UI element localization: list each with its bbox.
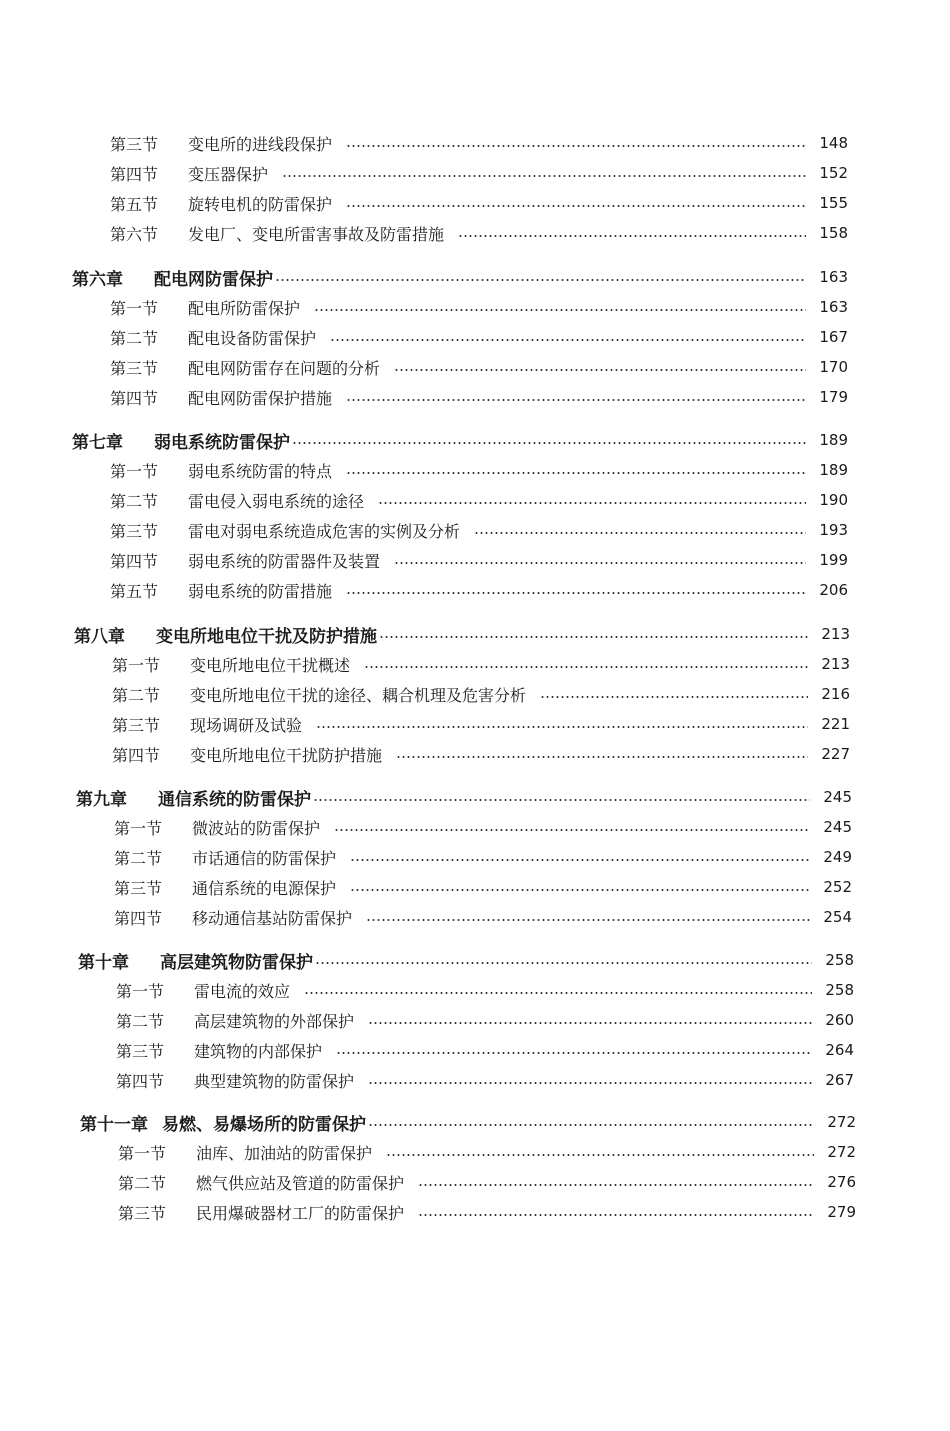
section-title: 变压器保护 bbox=[188, 164, 269, 184]
page-number: 258 bbox=[825, 951, 854, 969]
page-number: 170 bbox=[819, 358, 848, 376]
page-number: 193 bbox=[819, 521, 848, 539]
dot-leader bbox=[336, 1052, 812, 1054]
dot-leader bbox=[474, 532, 806, 534]
section-number: 第三节 bbox=[116, 1041, 165, 1061]
page-number: 260 bbox=[825, 1011, 854, 1029]
section-number: 第一节 bbox=[112, 655, 161, 675]
page-number: 279 bbox=[827, 1203, 856, 1221]
section-entry bbox=[110, 294, 848, 320]
dot-leader bbox=[540, 696, 808, 698]
dot-leader bbox=[386, 1154, 814, 1156]
dot-leader bbox=[346, 145, 806, 147]
section-number: 第四节 bbox=[110, 164, 159, 184]
section-entry bbox=[118, 1169, 856, 1195]
page-number: 199 bbox=[819, 551, 848, 569]
chapter-title: 通信系统的防雷保护 bbox=[158, 789, 311, 810]
section-entry bbox=[114, 814, 852, 840]
section-entry bbox=[110, 220, 848, 246]
dot-leader bbox=[378, 502, 806, 504]
dot-leader bbox=[346, 399, 806, 401]
section-entry bbox=[110, 547, 848, 573]
dot-leader bbox=[368, 1022, 812, 1024]
section-entry bbox=[110, 160, 848, 186]
section-title: 微波站的防雷保护 bbox=[192, 818, 321, 838]
section-title: 民用爆破器材工厂的防雷保护 bbox=[196, 1203, 405, 1223]
section-number: 第一节 bbox=[114, 818, 163, 838]
section-title: 现场调研及试验 bbox=[190, 715, 303, 735]
section-title: 市话通信的防雷保护 bbox=[192, 848, 337, 868]
page-number: 245 bbox=[823, 818, 852, 836]
section-entry bbox=[110, 190, 848, 216]
section-number: 第四节 bbox=[112, 745, 161, 765]
chapter-title: 配电网防雷保护 bbox=[154, 269, 273, 290]
section-number: 第三节 bbox=[118, 1203, 167, 1223]
page-number: 254 bbox=[823, 908, 852, 926]
section-entry bbox=[116, 1007, 854, 1033]
section-number: 第五节 bbox=[110, 581, 159, 601]
section-entry bbox=[116, 1067, 854, 1093]
chapter-entry bbox=[72, 264, 848, 290]
page-number: 216 bbox=[821, 685, 850, 703]
section-title: 通信系统的电源保护 bbox=[192, 878, 337, 898]
page-number: 189 bbox=[819, 431, 848, 449]
dot-leader bbox=[368, 1124, 814, 1126]
section-entry bbox=[112, 681, 850, 707]
section-title: 弱电系统的防雷器件及装置 bbox=[188, 551, 381, 571]
dot-leader bbox=[366, 919, 810, 921]
dot-leader bbox=[364, 666, 808, 668]
section-number: 第三节 bbox=[110, 358, 159, 378]
page-number: 206 bbox=[819, 581, 848, 599]
dot-leader bbox=[458, 235, 806, 237]
section-title: 配电所防雷保护 bbox=[188, 298, 301, 318]
dot-leader bbox=[275, 279, 806, 281]
chapter-title: 高层建筑物防雷保护 bbox=[160, 952, 313, 973]
section-entry bbox=[112, 711, 850, 737]
section-title: 旋转电机的防雷保护 bbox=[188, 194, 333, 214]
dot-leader bbox=[396, 756, 808, 758]
page-number: 272 bbox=[827, 1113, 856, 1131]
dot-leader bbox=[282, 175, 806, 177]
section-entry bbox=[110, 324, 848, 350]
section-entry bbox=[110, 457, 848, 483]
section-entry bbox=[112, 741, 850, 767]
section-title: 配电设备防雷保护 bbox=[188, 328, 317, 348]
section-entry bbox=[110, 384, 848, 410]
chapter-number: 第七章 bbox=[72, 432, 123, 453]
page-number: 213 bbox=[821, 655, 850, 673]
dot-leader bbox=[350, 859, 810, 861]
section-number: 第三节 bbox=[110, 134, 159, 154]
page-number: 163 bbox=[819, 298, 848, 316]
dot-leader bbox=[418, 1184, 814, 1186]
page-number: 158 bbox=[819, 224, 848, 242]
page-number: 190 bbox=[819, 491, 848, 509]
page-number: 272 bbox=[827, 1143, 856, 1161]
section-number: 第三节 bbox=[110, 521, 159, 541]
section-number: 第二节 bbox=[110, 328, 159, 348]
page-number: 189 bbox=[819, 461, 848, 479]
section-entry bbox=[114, 844, 852, 870]
section-title: 变电所地电位干扰防护措施 bbox=[190, 745, 383, 765]
section-number: 第三节 bbox=[112, 715, 161, 735]
page-number: 249 bbox=[823, 848, 852, 866]
page-number: 163 bbox=[819, 268, 848, 286]
chapter-title: 变电所地电位干扰及防护措施 bbox=[156, 626, 377, 647]
section-title: 配电网防雷保护措施 bbox=[188, 388, 333, 408]
section-number: 第一节 bbox=[110, 461, 159, 481]
section-entry bbox=[116, 1037, 854, 1063]
section-title: 发电厂、变电所雷害事故及防雷措施 bbox=[188, 224, 445, 244]
page-number: 258 bbox=[825, 981, 854, 999]
dot-leader bbox=[304, 992, 812, 994]
chapter-number: 第十章 bbox=[78, 952, 129, 973]
dot-leader bbox=[316, 726, 808, 728]
section-number: 第四节 bbox=[110, 388, 159, 408]
section-title: 高层建筑物的外部保护 bbox=[194, 1011, 355, 1031]
section-entry bbox=[110, 354, 848, 380]
section-number: 第五节 bbox=[110, 194, 159, 214]
chapter-title: 易燃、易爆场所的防雷保护 bbox=[162, 1114, 366, 1135]
dot-leader bbox=[334, 829, 810, 831]
section-title: 典型建筑物的防雷保护 bbox=[194, 1071, 355, 1091]
section-number: 第四节 bbox=[110, 551, 159, 571]
section-title: 雷电侵入弱电系统的途径 bbox=[188, 491, 365, 511]
chapter-entry bbox=[72, 427, 848, 453]
dot-leader bbox=[330, 339, 806, 341]
dot-leader bbox=[379, 636, 808, 638]
chapter-entry bbox=[78, 947, 854, 973]
section-entry bbox=[118, 1199, 856, 1225]
section-number: 第一节 bbox=[110, 298, 159, 318]
chapter-title: 弱电系统防雷保护 bbox=[154, 432, 290, 453]
dot-leader bbox=[315, 962, 812, 964]
page-number: 267 bbox=[825, 1071, 854, 1089]
page-number: 245 bbox=[823, 788, 852, 806]
section-title: 油库、加油站的防雷保护 bbox=[196, 1143, 373, 1163]
section-number: 第四节 bbox=[116, 1071, 165, 1091]
page-number: 148 bbox=[819, 134, 848, 152]
page-number: 213 bbox=[821, 625, 850, 643]
section-number: 第二节 bbox=[114, 848, 163, 868]
section-number: 第一节 bbox=[116, 981, 165, 1001]
section-number: 第四节 bbox=[114, 908, 163, 928]
page-number: 221 bbox=[821, 715, 850, 733]
dot-leader bbox=[368, 1082, 812, 1084]
section-number: 第六节 bbox=[110, 224, 159, 244]
section-title: 变电所地电位干扰的途径、耦合机理及危害分析 bbox=[190, 685, 527, 705]
chapter-entry bbox=[76, 784, 852, 810]
section-title: 雷电流的效应 bbox=[194, 981, 291, 1001]
section-title: 移动通信基站防雷保护 bbox=[192, 908, 353, 928]
chapter-entry bbox=[74, 621, 850, 647]
section-number: 第三节 bbox=[114, 878, 163, 898]
section-entry bbox=[112, 651, 850, 677]
section-number: 第二节 bbox=[116, 1011, 165, 1031]
dot-leader bbox=[418, 1214, 814, 1216]
dot-leader bbox=[292, 442, 806, 444]
section-entry bbox=[110, 517, 848, 543]
page-number: 155 bbox=[819, 194, 848, 212]
section-entry bbox=[110, 577, 848, 603]
section-number: 第一节 bbox=[118, 1143, 167, 1163]
section-entry bbox=[110, 487, 848, 513]
chapter-entry bbox=[80, 1109, 856, 1135]
section-title: 建筑物的内部保护 bbox=[194, 1041, 323, 1061]
page-number: 276 bbox=[827, 1173, 856, 1191]
section-title: 配电网防雷存在问题的分析 bbox=[188, 358, 381, 378]
page-number: 179 bbox=[819, 388, 848, 406]
section-entry bbox=[114, 904, 852, 930]
section-title: 变电所地电位干扰概述 bbox=[190, 655, 351, 675]
section-entry bbox=[116, 977, 854, 1003]
section-number: 第二节 bbox=[110, 491, 159, 511]
page-number: 152 bbox=[819, 164, 848, 182]
dot-leader bbox=[394, 369, 806, 371]
dot-leader bbox=[313, 799, 810, 801]
section-entry bbox=[110, 130, 848, 156]
page-number: 227 bbox=[821, 745, 850, 763]
dot-leader bbox=[394, 562, 806, 564]
chapter-number: 第十一章 bbox=[80, 1114, 148, 1135]
section-title: 雷电对弱电系统造成危害的实例及分析 bbox=[188, 521, 461, 541]
dot-leader bbox=[314, 309, 806, 311]
chapter-number: 第九章 bbox=[76, 789, 127, 810]
dot-leader bbox=[346, 472, 806, 474]
page-number: 252 bbox=[823, 878, 852, 896]
page-number: 264 bbox=[825, 1041, 854, 1059]
dot-leader bbox=[346, 205, 806, 207]
section-number: 第二节 bbox=[118, 1173, 167, 1193]
section-title: 变电所的进线段保护 bbox=[188, 134, 333, 154]
section-number: 第二节 bbox=[112, 685, 161, 705]
page-number: 167 bbox=[819, 328, 848, 346]
chapter-number: 第八章 bbox=[74, 626, 125, 647]
section-title: 弱电系统的防雷措施 bbox=[188, 581, 333, 601]
dot-leader bbox=[346, 592, 806, 594]
chapter-number: 第六章 bbox=[72, 269, 123, 290]
section-title: 弱电系统防雷的特点 bbox=[188, 461, 333, 481]
section-entry bbox=[118, 1139, 856, 1165]
section-entry bbox=[114, 874, 852, 900]
dot-leader bbox=[350, 889, 810, 891]
section-title: 燃气供应站及管道的防雷保护 bbox=[196, 1173, 405, 1193]
